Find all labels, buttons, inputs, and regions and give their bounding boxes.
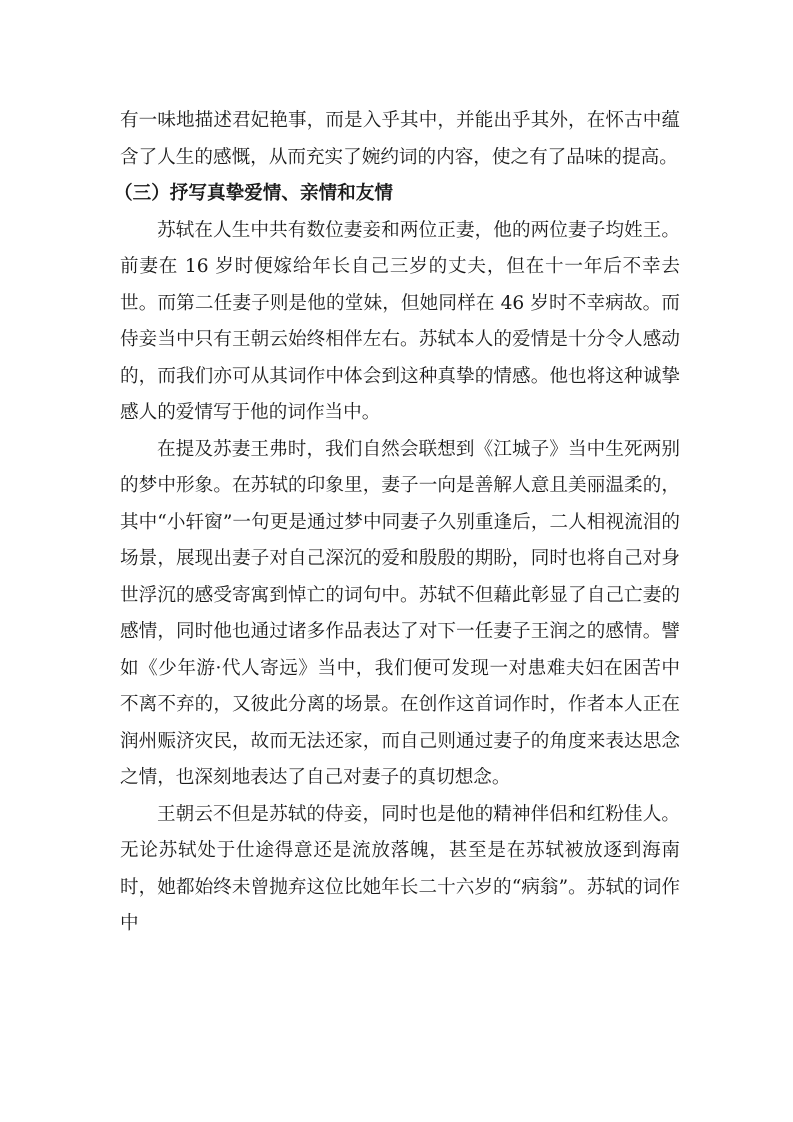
body-paragraph-wang-chaoyun: 王朝云不但是苏轼的侍妾，同时也是他的精神伴侣和红粉佳人。无论苏轼处于仕途得意还是流放落魄，甚至是在苏轼被放逐到海南时，她都始终未曾抛弃这位比她年长二十六岁的“病翁”。苏轼的词作中: [120, 803, 680, 934]
continuation-paragraph: 有一味地描述君妃艳事，而是入乎其中，并能出乎其外，在怀古中蕴含了人生的感慨，从而充实了婉约词的内容，使之有了品味的提高。: [120, 110, 680, 168]
body-paragraph-wang-fu: 在提及苏妻王弗时，我们自然会联想到《江城子》当中生死两别的梦中形象。在苏轼的印象里，妻子一向是善解人意且美丽温柔的，其中“小轩窗”一句更是通过梦中同妻子久别重逢后，二人相视流泪的场景，展现出妻子对自己深沉的爱和殷殷的期盼，同时也将自己对身世浮沉的感受寄寓到悼亡的词句中。苏轼不但藉此彰显了自己亡妻的感情，同时他也通过诸多作品表达了对下一任妻子王润之的感情。譬如《少年游·代人寄远》当中，我们便可发现一对患难夫妇在困苦中不离不弃的，又彼此分离的场景。在创作这首词作时，作者本人正在润州赈济灾民，故而无法还家，而自己则通过妻子的角度来表达思念之情，也深刻地表达了自己对妻子的真切想念。: [120, 438, 680, 788]
body-paragraph-spouses: 苏轼在人生中共有数位妻妾和两位正妻，他的两位妻子均姓王。前妻在 16 岁时便嫁给年长自己三岁的丈夫，但在十一年后不幸去世。而第二任妻子则是他的堂妹，但她同样在 46 岁时不幸病故。而侍妾当中只有王朝云始终相伴左右。苏轼本人的爱情是十分令人感动的，而我们亦可从其词作中体会到这种真挚的情感。他也将这种诚挚感人的爱情写于他的词作当中。: [120, 219, 680, 423]
document-body: [114, 103, 680, 943]
section-heading: （三）抒写真挚爱情、亲情和友情: [114, 183, 393, 204]
